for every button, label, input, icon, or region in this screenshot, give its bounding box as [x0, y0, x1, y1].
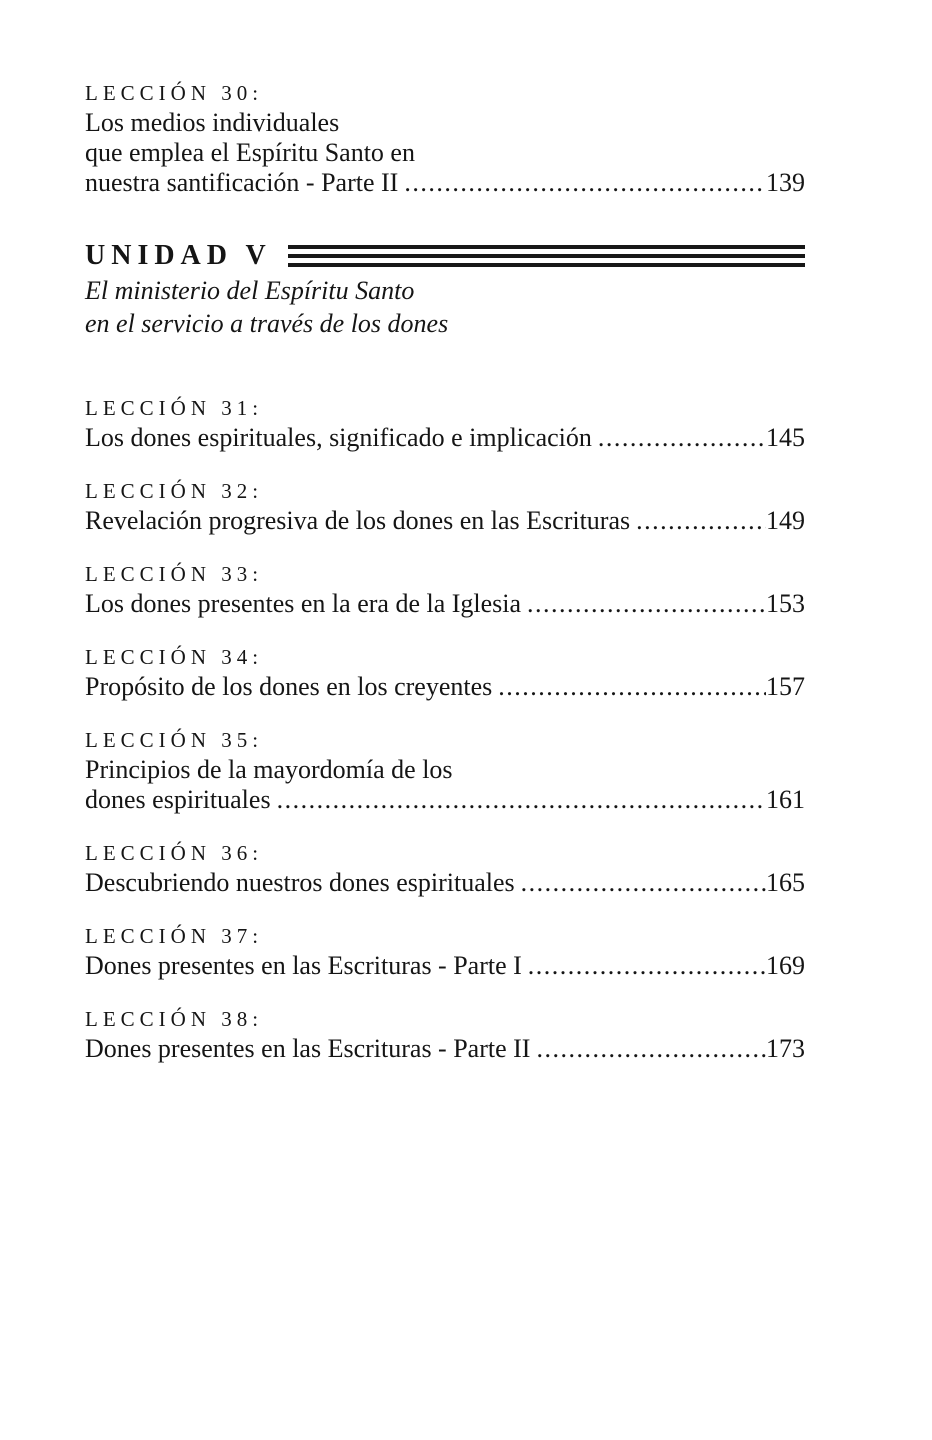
page-number: 157 [766, 672, 805, 701]
page-number: 165 [766, 868, 805, 897]
unit-subtitle-line: El ministerio del Espíritu Santo [85, 276, 415, 305]
lesson-title-last-line [85, 589, 805, 619]
lesson-title-last-line [85, 672, 805, 702]
unit-title: UNIDAD V [85, 240, 272, 271]
dot-leader [404, 168, 766, 198]
lesson-title-last-line [85, 168, 805, 198]
lesson-title-text: Los dones espirituales, significado e implicación [85, 423, 592, 452]
lesson-title-text: Revelación progresiva de los dones en las Escrituras [85, 506, 631, 535]
lesson-entry [85, 725, 805, 815]
lesson-label: LECCIÓN 36: [85, 841, 264, 865]
lesson-label: LECCIÓN 31: [85, 396, 264, 420]
dot-leader [527, 589, 766, 619]
horizontal-rule [288, 245, 805, 249]
lesson-title-last-line [85, 423, 805, 453]
page-number: 153 [766, 589, 805, 618]
lesson-label: LECCIÓN 37: [85, 924, 264, 948]
lesson-label: LECCIÓN 30: [85, 81, 264, 105]
page-number: 149 [766, 506, 805, 535]
dot-leader [277, 785, 766, 815]
lesson-title-text: Los dones presentes en la era de la Iglesia [85, 589, 522, 618]
lesson-label: LECCIÓN 33: [85, 562, 264, 586]
lesson-entry [85, 642, 805, 702]
lesson-entry [85, 476, 805, 536]
lesson-entry [85, 921, 805, 981]
lesson-label: LECCIÓN 32: [85, 479, 264, 503]
dot-leader [521, 868, 766, 898]
lesson-title-text: Propósito de los dones en los creyentes [85, 672, 493, 701]
dot-leader [598, 423, 766, 453]
lesson-label: LECCIÓN 34: [85, 645, 264, 669]
lesson-title-text: Dones presentes en las Escrituras - Parte I [85, 951, 522, 980]
lesson-entry [85, 1004, 805, 1064]
page-number: 139 [766, 168, 805, 197]
page-number: 161 [766, 785, 805, 814]
page-number: 173 [766, 1034, 805, 1063]
lesson-entry [85, 559, 805, 619]
lesson-label: LECCIÓN 38: [85, 1007, 264, 1031]
lesson-title-text: dones espirituales [85, 785, 271, 814]
dot-leader [636, 506, 766, 536]
lesson-list [85, 393, 805, 1064]
lesson-entry [85, 78, 805, 198]
lesson-title-line: Los medios individuales [85, 108, 340, 137]
dot-leader [536, 1034, 766, 1064]
lesson-title-line: que emplea el Espíritu Santo en [85, 138, 415, 167]
lesson-title-text: Descubriendo nuestros dones espirituales [85, 868, 515, 897]
dot-leader [528, 951, 766, 981]
lesson-title-last-line [85, 868, 805, 898]
unit-rule-lines [288, 245, 805, 267]
lesson-entry [85, 393, 805, 453]
unit-subtitle-line: en el servicio a través de los dones [85, 309, 449, 338]
unit-heading-row [85, 238, 805, 274]
lesson-title-last-line [85, 785, 805, 815]
lesson-title-text: nuestra santificación - Parte II [85, 168, 399, 197]
lesson-title-line: Principios de la mayordomía de los [85, 755, 453, 784]
lesson-label: LECCIÓN 35: [85, 728, 264, 752]
horizontal-rule [288, 263, 805, 267]
lesson-title-text: Dones presentes en las Escrituras - Parte II [85, 1034, 531, 1063]
lesson-title-last-line [85, 506, 805, 536]
lesson-title-last-line [85, 1034, 805, 1064]
page-number: 169 [766, 951, 805, 980]
lesson-title-last-line [85, 951, 805, 981]
unit-heading [85, 238, 805, 340]
dot-leader [498, 672, 766, 702]
horizontal-rule [288, 254, 805, 258]
lesson-entry [85, 838, 805, 898]
page-number: 145 [766, 423, 805, 452]
